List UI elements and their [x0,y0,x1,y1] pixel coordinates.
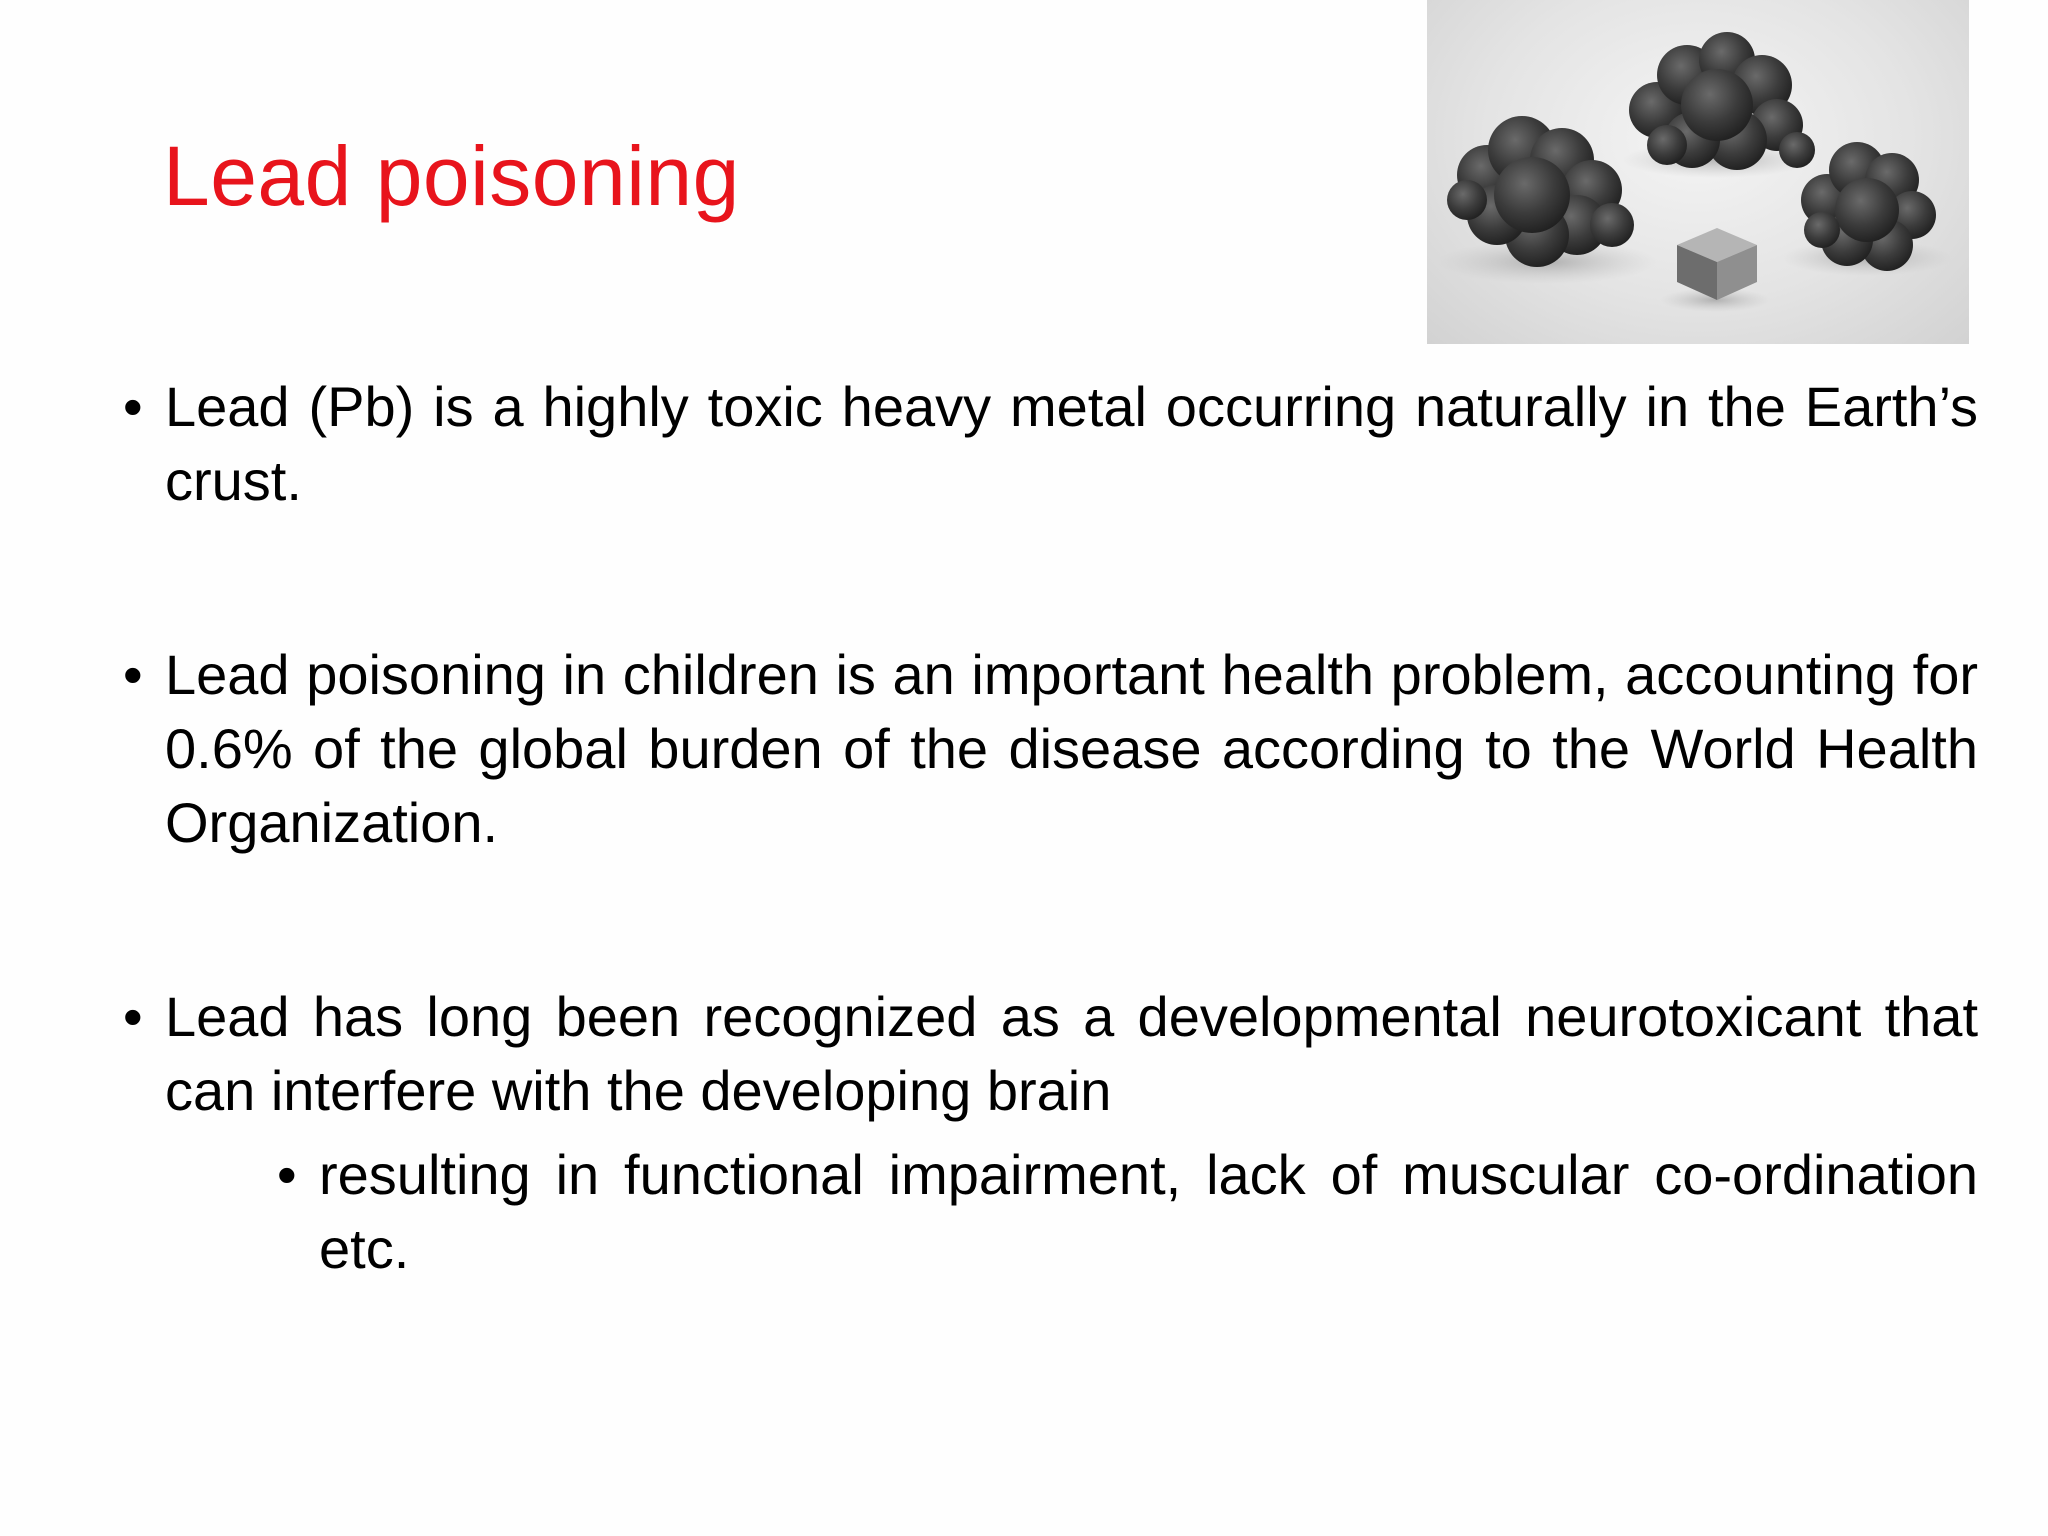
bullet-item: • Lead poisoning in children is an important health problem, accounting for 0.6% of the global burden of the disease according to the World Health Organization. [123,638,1978,860]
lead-nuggets-image [1427,0,1969,344]
bullet-item: • Lead (Pb) is a highly toxic heavy metal occurring naturally in the Earth’s crust. [123,370,1978,518]
bullet-list [123,370,1978,1286]
lead-ore-photo [1427,0,1969,344]
bullet-item: • Lead has long been recognized as a developmental neurotoxicant that can interfere with the developing brain [123,980,1978,1128]
slide-title: Lead poisoning [163,129,740,223]
sub-bullet-item: • resulting in functional impairment, lack of muscular co-ordination etc. [277,1138,1978,1286]
